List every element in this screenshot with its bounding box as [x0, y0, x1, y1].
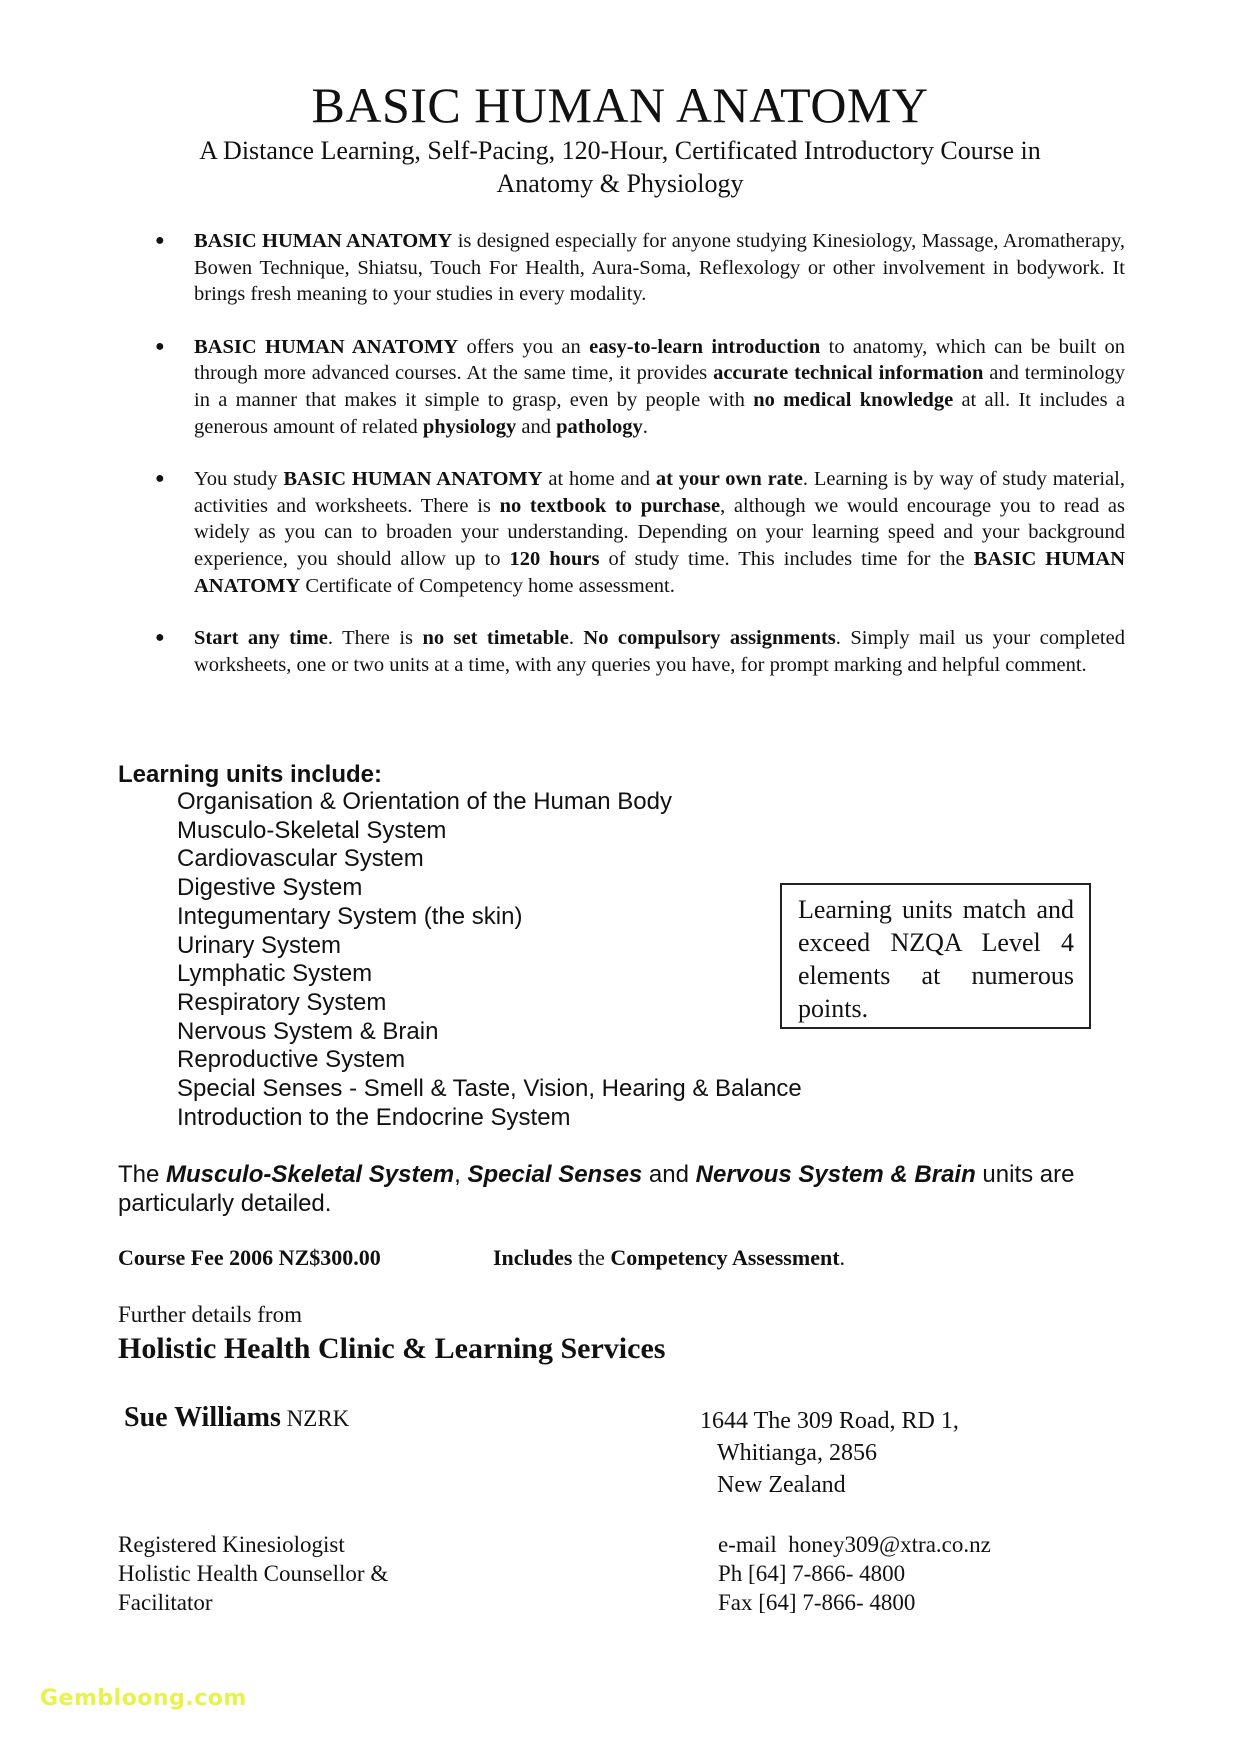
phone-number: Ph [64] 7-866- 4800: [718, 1561, 906, 1586]
unit-item: Organisation & Orientation of the Human Body: [177, 788, 672, 815]
course-fee: Course Fee 2006 NZ$300.00: [118, 1245, 381, 1270]
text-run: of study time. This includes time for the: [599, 547, 974, 570]
fee-includes: [493, 1245, 845, 1271]
note-unit-musculo-skeletal: Musculo-Skeletal System: [166, 1161, 455, 1188]
page-title: BASIC HUMAN ANATOMY: [311, 77, 929, 133]
bold-run: BASIC HUMAN ANATOMY: [194, 547, 1125, 597]
text-run: . There is: [327, 627, 423, 650]
bold-run: BASIC HUMAN ANATOMY: [194, 335, 459, 358]
bullet-item: [150, 228, 1125, 308]
fax-number: Fax [64] 7-866- 4800: [718, 1590, 916, 1615]
page-subtitle-line-2: Anatomy & Physiology: [496, 169, 744, 198]
includes-label: Includes: [493, 1245, 573, 1270]
bullet-text: [194, 230, 1125, 305]
unit-item: Digestive System: [177, 874, 363, 902]
unit-item: Reproductive System: [177, 1046, 406, 1074]
bold-run: physiology: [422, 415, 517, 438]
unit-item: Special Senses - Smell & Taste, Vision, Hearing & Balance: [177, 1075, 802, 1103]
further-details-label: Further details from: [118, 1302, 302, 1327]
detailed-units-note: [118, 1160, 1128, 1218]
text-run: You study: [194, 468, 284, 491]
bullet-dot-icon: ●: [155, 629, 165, 647]
nzqa-callout-box: Learning units match and exceed NZQA Level 4 elements at numerous points.: [780, 883, 1091, 1029]
learning-units-heading: Learning units include:: [118, 761, 383, 788]
note-text: The: [118, 1161, 167, 1188]
bold-run: at your own rate: [655, 468, 803, 491]
text-run: , although we would encourage you to read as widely as you can to broaden your understanding. Depending on your learning speed and your background experience, you should allow up to: [194, 494, 1125, 570]
note-text: ,: [454, 1161, 468, 1188]
role-line: Holistic Health Counsellor &: [118, 1561, 389, 1586]
person-roles: [118, 1530, 388, 1617]
clinic-name: Holistic Health Clinic & Learning Services: [118, 1332, 666, 1365]
note-text: and: [642, 1161, 696, 1188]
text-run: . Learning is by way of study material, activities and worksheets. There is: [194, 468, 1125, 517]
bold-run: 120 hours: [509, 547, 600, 570]
address-line: New Zealand: [717, 1472, 846, 1498]
unit-item: Urinary System: [177, 931, 342, 959]
bold-run: BASIC HUMAN ANATOMY: [194, 230, 453, 252]
page-subtitle-line-1: A Distance Learning, Self-Pacing, 120-Hour, Certificated Introductory Course in: [199, 136, 1041, 165]
watermark-logo: Gembloong.com: [40, 1686, 247, 1711]
text-run: Certificate of Competency home assessment.: [300, 574, 675, 597]
bullet-text: [194, 627, 1125, 676]
unit-item: Introduction to the Endocrine System: [177, 1103, 571, 1131]
note-text: units are particularly detailed.: [118, 1161, 1075, 1217]
bullet-item: [150, 625, 1125, 678]
unit-item: Nervous System & Brain: [177, 1017, 439, 1045]
email-line: [718, 1530, 991, 1559]
includes-item: Competency Assessment: [610, 1245, 840, 1270]
contact-details: [718, 1530, 991, 1617]
person-credential: NZRK: [280, 1406, 350, 1431]
note-unit-nervous-system: Nervous System & Brain: [695, 1161, 976, 1188]
note-unit-special-senses: Special Senses: [467, 1161, 643, 1188]
bold-run: accurate technical information: [713, 362, 984, 385]
bold-run: BASIC HUMAN ANATOMY: [283, 468, 543, 491]
text-run: and terminology in a manner that makes it simple to grasp, even by people with: [194, 362, 1126, 411]
bold-run: no medical knowledge: [753, 388, 954, 411]
bold-run: pathology: [556, 415, 643, 438]
feature-bullet-list: [150, 228, 1125, 704]
role-line: Registered Kinesiologist: [118, 1532, 345, 1557]
bold-run: Start any time: [194, 627, 328, 650]
bullet-dot-icon: ●: [155, 232, 165, 249]
bullet-text: [194, 336, 1125, 438]
bullet-dot-icon: ●: [155, 470, 165, 488]
text-run: at home and: [542, 468, 656, 491]
bold-run: No compulsory assignments: [583, 627, 836, 650]
bold-run: easy-to-learn introduction: [589, 335, 821, 358]
bullet-item: [150, 466, 1125, 599]
person-name: Sue Williams: [124, 1402, 281, 1433]
email-label: e-mail: [718, 1532, 777, 1557]
bold-run: no set timetable: [422, 627, 569, 650]
bullet-dot-icon: ●: [155, 337, 165, 355]
text-run: at all. It includes a generous amount of related: [194, 388, 1125, 438]
unit-item: Respiratory System: [177, 988, 387, 1016]
unit-item: Cardiovascular System: [177, 845, 424, 873]
text-run: offers you an: [458, 335, 590, 358]
postal-address: [700, 1405, 959, 1501]
bold-run: no textbook to purchase: [499, 494, 721, 517]
includes-text: the: [572, 1245, 611, 1270]
email-address[interactable]: honey309@xtra.co.nz: [788, 1532, 991, 1557]
unit-item: Integumentary System (the skin): [177, 902, 523, 930]
address-line: 1644 The 309 Road, RD 1,: [700, 1408, 959, 1434]
unit-item: Lymphatic System: [177, 960, 373, 988]
bullet-text: [194, 468, 1125, 596]
text-run: and: [516, 415, 557, 438]
contact-person: [124, 1402, 349, 1434]
text-run: .: [642, 415, 648, 438]
address-line: Whitianga, 2856: [717, 1440, 877, 1466]
bullet-item: [150, 334, 1125, 440]
learning-units-list: [177, 788, 802, 1132]
text-run: . Simply mail us your completed worksheets, one or two units at a time, with any queries you have, for prompt marking and helpful comment.: [194, 627, 1125, 676]
text-run: to anatomy, which can be built on through more advanced courses. At the same time, it provides: [194, 335, 1125, 385]
role-line: Facilitator: [118, 1590, 213, 1615]
includes-text: .: [839, 1245, 846, 1270]
text-run: .: [568, 627, 584, 650]
unit-item: Musculo-Skeletal System: [177, 816, 447, 844]
text-run: is designed especially for anyone studying Kinesiology, Massage, Aromatherapy, Bowen Technique, Shiatsu, Touch For Health, Aura-Soma, Reflexology or other involvement in bodywork. It brings fresh meaning to your studies in every modality.: [194, 230, 1125, 306]
